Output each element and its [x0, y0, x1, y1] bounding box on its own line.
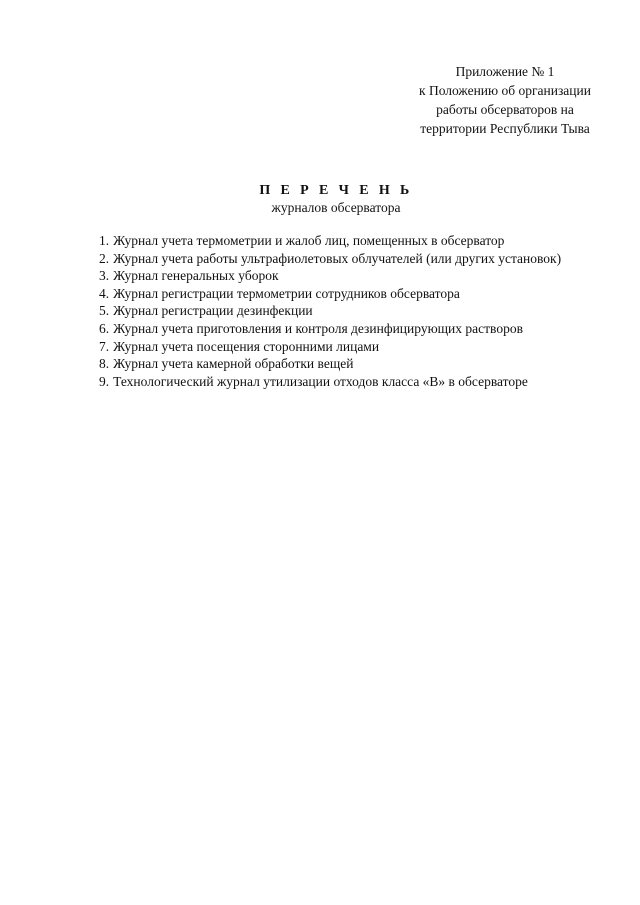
item-number: 7.	[99, 338, 110, 354]
item-text: Журнал регистрации термометрии сотрудников обсерватора	[113, 285, 460, 301]
appendix-line: Приложение № 1	[455, 64, 555, 79]
item-text: Журнал учета приготовления и контроля дезинфицирующих растворов	[113, 320, 523, 336]
list-item	[60, 232, 611, 250]
list-item	[60, 338, 611, 356]
item-text: Журнал учета посещения сторонними лицами	[113, 338, 380, 354]
item-text: Журнал учета камерной обработки вещей	[113, 356, 354, 372]
journal-list	[60, 232, 611, 390]
item-number: 5.	[99, 303, 110, 319]
list-item	[60, 250, 611, 268]
item-number: 9.	[99, 373, 110, 389]
item-text: Журнал генеральных уборок	[113, 268, 279, 284]
item-number: 2.	[99, 250, 110, 266]
appendix-line: работы обсерваторов на	[436, 102, 574, 117]
item-number: 6.	[99, 320, 110, 336]
list-item	[60, 355, 611, 373]
item-text: Журнал учета термометрии и жалоб лиц, помещенных в обсерватор	[113, 233, 505, 248]
document-subtitle: журналов обсерватора	[271, 200, 401, 215]
item-text: Журнал учета работы ультрафиолетовых облучателей (или других установок)	[113, 250, 562, 266]
list-item	[60, 320, 611, 338]
list-item	[60, 302, 611, 320]
appendix-line: к Положению об организации	[419, 83, 591, 98]
item-text: Технологический журнал утилизации отходов класса «В» в обсерваторе	[113, 373, 528, 389]
item-number: 1.	[99, 233, 110, 248]
appendix-line: территории Республики Тыва	[420, 121, 590, 136]
list-item	[60, 285, 611, 303]
item-number: 3.	[99, 268, 110, 284]
item-number: 8.	[99, 356, 110, 372]
list-item	[60, 373, 611, 391]
list-item	[60, 267, 611, 285]
appendix-block	[400, 62, 610, 138]
item-text: Журнал регистрации дезинфекции	[113, 303, 313, 319]
item-number: 4.	[99, 285, 110, 301]
document-title: П Е Р Е Ч Е Н Ь	[259, 183, 413, 198]
